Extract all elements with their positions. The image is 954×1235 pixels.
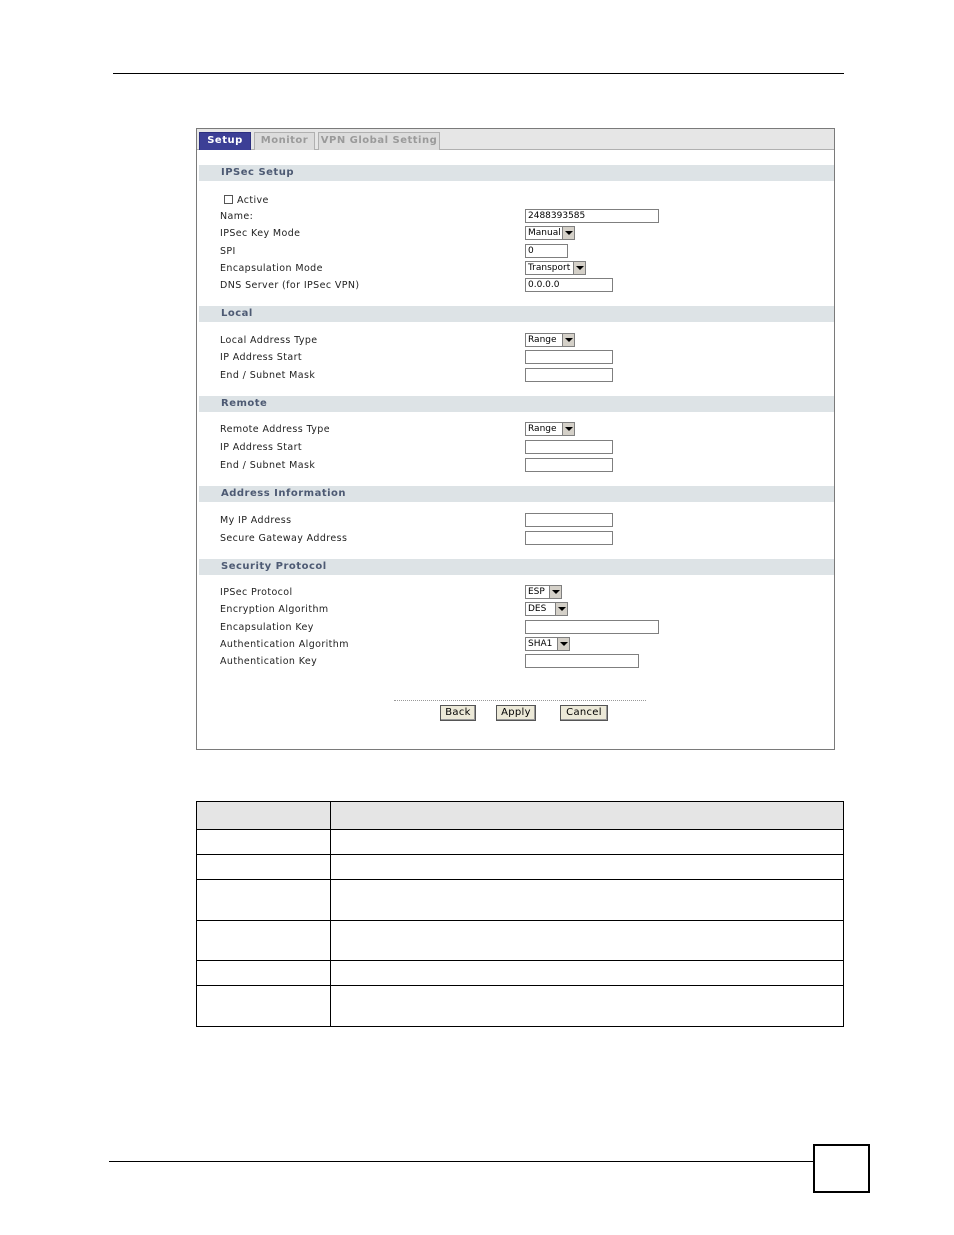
secure-gateway-input[interactable] xyxy=(525,531,613,545)
authentication-key-label: Authentication Key xyxy=(220,656,318,667)
encryption-algorithm-select[interactable] xyxy=(525,602,568,616)
chevron-down-icon xyxy=(562,334,574,346)
local-end-mask-label: End / Subnet Mask xyxy=(220,370,316,381)
chevron-down-icon xyxy=(549,586,561,598)
field-description-table xyxy=(196,801,844,1027)
footer-rule xyxy=(109,1161,813,1162)
encapsulation-mode-label: Encapsulation Mode xyxy=(220,263,323,274)
key-mode-value: Manual xyxy=(528,228,561,238)
table-header-row xyxy=(196,801,844,829)
encapsulation-mode-select[interactable] xyxy=(525,261,586,275)
table-row xyxy=(196,829,844,854)
authentication-key-input[interactable] xyxy=(525,654,639,668)
name-input[interactable]: 2488393585 xyxy=(525,209,659,223)
section-address-information: Address Information xyxy=(199,486,834,502)
name-label: Name: xyxy=(220,211,254,222)
ipsec-config-screen xyxy=(196,128,835,750)
spi-input[interactable]: 0 xyxy=(525,244,568,258)
ipsec-protocol-label: IPSec Protocol xyxy=(220,587,293,598)
tab-monitor[interactable]: Monitor xyxy=(254,132,315,150)
section-local: Local xyxy=(199,306,834,322)
spi-label: SPI xyxy=(220,246,236,257)
remote-ip-start-label: IP Address Start xyxy=(220,442,303,453)
my-ip-label: My IP Address xyxy=(220,515,292,526)
ipsec-protocol-value: ESP xyxy=(528,587,545,597)
cancel-button[interactable]: Cancel xyxy=(560,705,608,721)
local-end-mask-input[interactable] xyxy=(525,368,613,382)
encapsulation-key-input[interactable] xyxy=(525,620,659,634)
key-mode-label: IPSec Key Mode xyxy=(220,228,301,239)
local-ip-start-input[interactable] xyxy=(525,350,613,364)
authentication-algorithm-value: SHA1 xyxy=(528,639,553,649)
chevron-down-icon xyxy=(562,227,574,239)
remote-address-type-select[interactable] xyxy=(525,422,575,436)
chevron-down-icon xyxy=(573,262,585,274)
dns-server-label: DNS Server (for IPSec VPN) xyxy=(220,280,360,291)
chevron-down-icon xyxy=(555,603,567,615)
encryption-algorithm-value: DES xyxy=(528,604,547,614)
table-row xyxy=(196,920,844,960)
header-rule xyxy=(113,73,844,74)
table-row xyxy=(196,879,844,920)
my-ip-input[interactable] xyxy=(525,513,613,527)
key-mode-select[interactable] xyxy=(525,226,575,240)
local-ip-start-label: IP Address Start xyxy=(220,352,303,363)
button-divider xyxy=(394,700,646,701)
authentication-algorithm-label: Authentication Algorithm xyxy=(220,639,349,650)
ipsec-protocol-select[interactable] xyxy=(525,585,562,599)
chevron-down-icon xyxy=(557,638,569,650)
encapsulation-key-label: Encapsulation Key xyxy=(220,622,314,633)
remote-ip-start-input[interactable] xyxy=(525,440,613,454)
active-checkbox[interactable] xyxy=(224,195,233,204)
remote-end-mask-label: End / Subnet Mask xyxy=(220,460,316,471)
authentication-algorithm-select[interactable] xyxy=(525,637,570,651)
section-ipsec-setup: IPSec Setup xyxy=(199,165,834,181)
section-remote: Remote xyxy=(199,396,834,412)
tab-bar xyxy=(197,129,834,150)
remote-address-type-value: Range xyxy=(528,424,557,434)
remote-end-mask-input[interactable] xyxy=(525,458,613,472)
section-security-protocol: Security Protocol xyxy=(199,559,834,575)
page-number-box xyxy=(813,1144,870,1193)
dns-server-input[interactable]: 0.0.0.0 xyxy=(525,278,613,292)
secure-gateway-label: Secure Gateway Address xyxy=(220,533,348,544)
tab-setup[interactable]: Setup xyxy=(199,132,251,150)
back-button[interactable]: Back xyxy=(440,705,476,721)
chevron-down-icon xyxy=(562,423,574,435)
encryption-algorithm-label: Encryption Algorithm xyxy=(220,604,329,615)
tab-vpn-global-setting[interactable]: VPN Global Setting xyxy=(318,132,440,150)
remote-address-type-label: Remote Address Type xyxy=(220,424,330,435)
local-address-type-select[interactable] xyxy=(525,333,575,347)
table-row xyxy=(196,985,844,1027)
local-address-type-label: Local Address Type xyxy=(220,335,318,346)
table-row xyxy=(196,960,844,985)
local-address-type-value: Range xyxy=(528,335,557,345)
apply-button[interactable]: Apply xyxy=(496,705,536,721)
encapsulation-mode-value: Transport xyxy=(528,263,571,273)
table-row xyxy=(196,854,844,879)
active-label: Active xyxy=(237,195,269,206)
